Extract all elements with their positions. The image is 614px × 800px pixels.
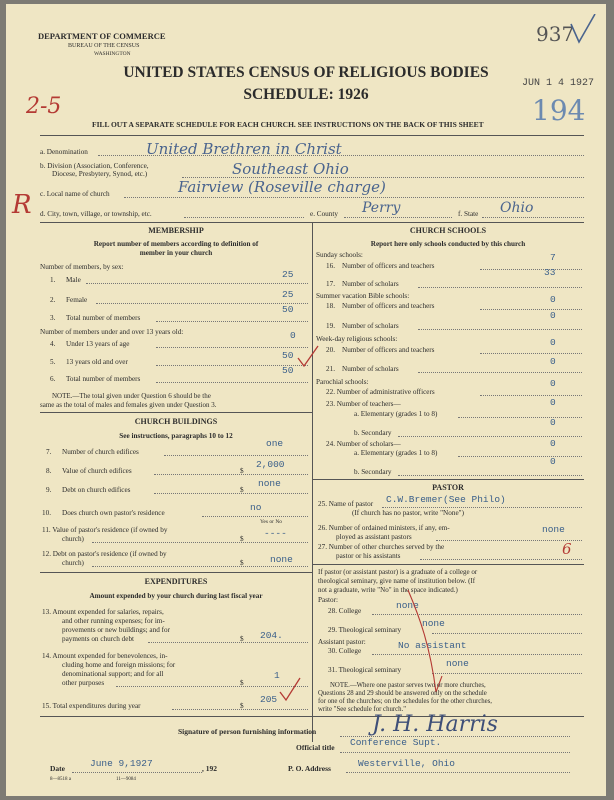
dotted-line (372, 654, 582, 655)
r28-value: none (396, 600, 419, 611)
city-town-label: d. City, town, village, or township, etc. (40, 210, 152, 218)
red-pen-stroke-icon (406, 588, 446, 694)
official-title-label: Official title (296, 743, 335, 752)
r14-line: denominational support; and for all (62, 670, 164, 678)
dotted-line (164, 455, 308, 456)
r26-label-2: ployed as assistant pastors (336, 533, 412, 541)
census-form: DEPARTMENT OF COMMERCE BUREAU OF THE CENSUS WASHINGTON UNITED STATES CENSUS OF RELIGIOUS BODIES SCHEDULE: 1926 937 JUN 1 4 1927 194 2-5 R FILL OUT A SEPARATE SCHEDULE FOR EACH CHURCH. SEE INSTRUCTIONS ON THE BACK OF THIS SHEET a. Denomination United Brethren in Christ b. Division (Association, Conference, Diocese, Presbytery, Synod, etc.) Southeast Ohio c. Local name of church Fairview (Roseville charge) d. City, town, village, or township, etc. e. County Perry f. State Ohio MEMBERSHIP Report number of members according to definition of member in your church Number of members, by sex: 1. Male 25 2. Female 25 3. Total number of members 50 Number of members under and over 13 years old: 4. Under 13 years of age 0 5. 13 years old and over 50 6. Total number of members 50 NOTE.—The total given under Question 6 should be the same as the total of males and females given under Question 3. CHURCH BUILDINGS See instructions, paragraphs 10 to 12 7. Number of church edifices one 8. Value of church edifices $ 2,000 9. Debt on church edifices $ none 10. Does church own pastor's residence no Yes or No 11. Value of pastor's residence (if owned by church) $ ---- 12. Debt on pastor's residence (if owned by church) $ none EXPENDITURES Amount expended by your church during last fiscal year 13. Amount expended for salaries, repairs, and other running expenses; for im- provements or new buildings; and for payments on church debt $ 204. 14. Amount expended for benevolences, in- cluding home and foreign missions; for denominational support; and for all other purposes $ 1 15. Total expenditures during year $ 205 CHURCH SCHOOLS Report here only schools conducted by this church Sunday schools: 16. Number of officers and teachers 7 17. Number of scholars 33 Summer vacation Bible schools: 18. Number of officers and teachers 0 19. Number of scholars 0 Week-day religious schools: 20. Number of officers and teachers 0 21. Number of scholars 0 Parochial schools: 22. Number of administrative officers 0 23. Number of teachers— a. Elementary (grades 1 to 8) 0 b. Secondary 0 24. Number of scholars— a. Elementary (grades 1 to 8) 0 b. Secondary 0 PASTOR 25. Name of pastor C.W.Bremer(See Philo) (If church has no pastor, write "None") 26. Number of ordained ministers, if any, em- ployed as assistant pastors none 27. Number of other churches served by the pastor or his assistants 6 If pastor (or assistant pastor) is a graduate of a college or theological seminary, give name of institution below. (If not a graduate, write "No" in the space indicated.) Pastor: 28. College none 29. Theological seminary none Assistant pastor: 30. College No assistant 31. Theological seminary none NOTE.—Where one pastor serves two or more churches, Questions 28 and 29 should be answered only on the schedule for one of the churches; on the schedules for the other churches, write "See schedule for church." Signature of person furnishing information J. H. Harris Official title Conference Supt. Date June 9,1927 , 192 P. O. Address Westerville, Ohio 8—8518 a 11—9084 (6, 4, 606, 796)
pastor-sub-label: Pastor: (318, 596, 338, 604)
r14-value: 1 (274, 670, 280, 681)
graduate-line: not a graduate, write "No" in the space indicated.) (318, 586, 458, 594)
building-row-label: Value of church edifices (62, 467, 132, 475)
po-address-label: P. O. Address (288, 764, 331, 773)
edifice-value: 2,000 (256, 459, 285, 470)
r13-line: payments on church debt (62, 635, 135, 643)
r15-value: 205 (260, 694, 278, 705)
school-row-num: 17. (326, 280, 335, 288)
dotted-line (148, 642, 308, 643)
denomination-label: a. Denomination (40, 148, 88, 156)
dotted-line (172, 709, 308, 710)
r23b-label: b. Secondary (354, 429, 392, 437)
signature-label: Signature of person furnishing information (178, 727, 317, 736)
bureau-label: BUREAU OF THE CENSUS (68, 43, 140, 49)
expenditures-intro: Amount expended by your church during last fiscal year (89, 592, 263, 600)
column-divider (312, 222, 313, 742)
member-row-num: 2. (50, 296, 56, 304)
member-row-num: 4. (50, 340, 56, 348)
pastor-note: Questions 28 and 29 should be answered only on the schedule (318, 690, 487, 697)
form-number: 937 (536, 22, 575, 46)
r11-label-1: 11. Value of pastor's residence (if owned by (42, 526, 168, 534)
parochial-label: Parochial schools: (316, 378, 369, 386)
dotted-line (480, 395, 582, 396)
r31-value: none (446, 658, 469, 669)
year-suffix: , 192 (202, 764, 217, 773)
r27-label-1: 27. Number of other churches served by the (318, 543, 445, 551)
form-title: UNITED STATES CENSUS OF RELIGIOUS BODIES (123, 64, 489, 81)
schools-heading: CHURCH SCHOOLS (409, 226, 487, 235)
dotted-line (124, 197, 584, 198)
school-row-num: 19. (326, 322, 335, 330)
dotted-line (92, 542, 308, 543)
membership-intro-2: member in your church (139, 249, 213, 257)
r26-label-1: 26. Number of ordained ministers, if any, em- (318, 524, 450, 532)
local-name-label: c. Local name of church (40, 190, 110, 198)
r13-line: 13. Amount expended for salaries, repairs, (42, 608, 164, 616)
instruction-line: FILL OUT A SEPARATE SCHEDULE FOR EACH CHURCH. SEE INSTRUCTIONS ON THE BACK OF THIS SHEET (92, 120, 484, 129)
dotted-line (432, 673, 582, 674)
r26-value: none (542, 524, 565, 535)
buildings-intro: See instructions, paragraphs 10 to 12 (119, 432, 233, 440)
r24-label: 24. Number of scholars— (326, 440, 401, 448)
member-row-num: 6. (50, 375, 56, 383)
dotted-line (482, 217, 584, 218)
pastor-note: for one of the churches; on the schedules for the other churches, (318, 698, 493, 705)
school-row-num: 18. (326, 302, 335, 310)
dotted-line (418, 287, 582, 288)
school-row-value: 7 (550, 252, 556, 263)
member-row-value: 50 (282, 350, 294, 361)
pastor-note: write "See schedule for church." (318, 706, 407, 713)
r14-line: cluding home and foreign missions; for (62, 661, 176, 669)
school-row-label: Number of officers and teachers (342, 302, 435, 310)
r23b-value: 0 (550, 417, 556, 428)
owns-residence-value: no (250, 502, 262, 513)
r22-label: 22. Number of administrative officers (326, 388, 435, 396)
school-row-label: Number of scholars (342, 365, 399, 373)
code-number: 194 (532, 94, 586, 127)
r14-line: other purposes (62, 679, 105, 687)
po-address-value: Westerville, Ohio (358, 758, 455, 769)
dotted-line (184, 217, 304, 218)
r22-value: 0 (550, 378, 556, 389)
r15-label: 15. Total expenditures during year (42, 702, 141, 710)
summer-label: Summer vacation Bible schools: (316, 292, 410, 300)
dotted-line (418, 329, 582, 330)
school-row-label: Number of scholars (342, 280, 399, 288)
r30-value: No assistant (398, 640, 467, 651)
dotted-line (458, 456, 582, 457)
r30-label: 30. College (328, 647, 362, 655)
age-label: Number of members under and over 13 years old: (40, 328, 184, 336)
dotted-line (398, 436, 582, 437)
red-check-icon (278, 676, 302, 702)
school-row-num: 21. (326, 365, 335, 373)
dotted-line (96, 303, 308, 304)
r13-line: provements or new buildings; and for (62, 626, 170, 634)
county-value: Perry (362, 200, 401, 216)
member-row-num: 5. (50, 358, 56, 366)
received-stamp: JUN 1 4 1927 (522, 78, 595, 89)
member-row-label: 13 years old and over (66, 358, 128, 366)
building-row-num: 9. (46, 486, 52, 494)
state-label: f. State (458, 210, 479, 218)
dotted-line (344, 217, 452, 218)
r24a-label: a. Elementary (grades 1 to 8) (354, 449, 438, 457)
dotted-line (432, 633, 582, 634)
department-label: DEPARTMENT OF COMMERCE (38, 31, 166, 41)
school-row-value: 0 (550, 337, 556, 348)
print-code: 11—9084 (116, 777, 136, 782)
division-label-2: Diocese, Presbytery, Synod, etc.) (52, 170, 148, 178)
member-row-label: Male (66, 276, 81, 284)
building-row-num: 8. (46, 467, 52, 475)
divider (312, 479, 584, 480)
membership-note-1: NOTE.—The total given under Question 6 should be the (52, 392, 211, 400)
r27-value: 6 (562, 540, 572, 558)
dotted-line (398, 475, 582, 476)
dotted-line (418, 372, 582, 373)
buildings-heading: CHURCH BUILDINGS (134, 417, 218, 426)
expenditures-heading: EXPENDITURES (144, 577, 208, 586)
dotted-line (420, 559, 582, 560)
graduate-line: theological seminary, give name of institution below. (If (318, 577, 476, 585)
member-row-label: Under 13 years of age (66, 340, 130, 348)
r31-label: 31. Theological seminary (328, 666, 402, 674)
official-title-value: Conference Supt. (350, 737, 442, 748)
r23a-value: 0 (550, 397, 556, 408)
membership-intro-1: Report number of members according to definition of (93, 240, 259, 248)
check-mark-icon (569, 14, 597, 44)
pastor-note: NOTE.—Where one pastor serves two or more churches, (330, 682, 486, 689)
r24b-value: 0 (550, 456, 556, 467)
dotted-line (154, 474, 308, 475)
dotted-line (382, 507, 582, 508)
dotted-line (372, 614, 582, 615)
school-row-value: 0 (550, 356, 556, 367)
school-row-num: 16. (326, 262, 335, 270)
by-sex-label: Number of members, by sex: (40, 263, 124, 271)
dotted-line (480, 353, 582, 354)
membership-heading: MEMBERSHIP (148, 226, 204, 235)
school-row-value: 0 (550, 310, 556, 321)
divider (40, 716, 584, 717)
school-row-value: 0 (550, 294, 556, 305)
member-row-value: 50 (282, 365, 294, 376)
pastor-name-value: C.W.Bremer(See Philo) (386, 494, 506, 505)
r23a-label: a. Elementary (grades 1 to 8) (354, 410, 438, 418)
pastor-heading: PASTOR (432, 483, 464, 492)
member-row-value: 25 (282, 289, 294, 300)
r12-value: none (270, 554, 293, 565)
r11-value: ---- (264, 528, 287, 539)
school-row-label: Number of scholars (342, 322, 399, 330)
member-row-num: 3. (50, 314, 56, 322)
state-value: Ohio (500, 200, 534, 216)
sunday-label: Sunday schools: (316, 251, 363, 259)
assistant-sub-label: Assistant pastor: (318, 638, 366, 646)
form-code: 8—8518 a (50, 777, 71, 782)
dotted-line (480, 309, 582, 310)
dotted-line (346, 772, 570, 773)
r25-label-1: 25. Name of pastor (318, 500, 374, 508)
red-initial: R (12, 190, 32, 220)
member-row-num: 1. (50, 276, 56, 284)
r25-label-2: (If church has no pastor, write "None") (352, 509, 464, 517)
member-row-label: Total number of members (66, 314, 141, 322)
building-row-num: 10. (42, 509, 51, 517)
denomination-value: United Brethren in Christ (146, 140, 342, 158)
membership-note-2: same as the total of males and females given under Question 3. (40, 401, 217, 409)
school-row-num: 20. (326, 346, 335, 354)
dotted-line (156, 321, 308, 322)
divider (40, 572, 312, 573)
division-value: Southeast Ohio (232, 160, 349, 178)
building-row-num: 7. (46, 448, 52, 456)
school-row-label: Number of officers and teachers (342, 262, 435, 270)
dotted-line (480, 269, 582, 270)
red-code: 2-5 (26, 94, 62, 119)
dotted-line (340, 752, 570, 753)
dotted-line (458, 417, 582, 418)
weekday-label: Week-day religious schools: (316, 335, 398, 343)
schedule-title: SCHEDULE: 1926 (243, 86, 369, 103)
date-label: Date (50, 764, 65, 773)
building-row-label: Debt on church edifices (62, 486, 131, 494)
schools-intro: Report here only schools conducted by this church (370, 240, 526, 248)
dotted-line (156, 382, 308, 383)
dotted-line (72, 772, 202, 773)
divider (312, 564, 584, 565)
divider (40, 135, 584, 136)
r29-value: none (422, 618, 445, 629)
county-label: e. County (310, 210, 338, 218)
school-row-label: Number of officers and teachers (342, 346, 435, 354)
r29-label: 29. Theological seminary (328, 626, 402, 634)
r28-label: 28. College (328, 607, 362, 615)
church-edifices-value: one (266, 438, 284, 449)
signature-value: J. H. Harris (372, 712, 498, 737)
graduate-line: If pastor (or assistant pastor) is a graduate of a college or (318, 568, 478, 576)
r24b-label: b. Secondary (354, 468, 392, 476)
member-row-label: Total number of members (66, 375, 141, 383)
dotted-line (154, 493, 308, 494)
member-row-label: Female (66, 296, 88, 304)
building-row-label: Does church own pastor's residence (62, 509, 165, 517)
local-name-value: Fairview (Roseville charge) (178, 178, 386, 196)
dotted-line (156, 347, 308, 348)
dotted-line (202, 516, 308, 517)
yes-no-hint: Yes or No (260, 519, 283, 525)
red-check-icon (296, 344, 320, 368)
r11-label-2: church) (62, 535, 84, 543)
school-row-value: 33 (544, 267, 556, 278)
city-label: WASHINGTON (94, 51, 131, 57)
r12-label-2: church) (62, 559, 84, 567)
divider (40, 412, 312, 413)
division-label-1: b. Division (Association, Conference, (40, 162, 149, 170)
r13-line: and other running expenses; for im- (62, 617, 165, 625)
r12-label-1: 12. Debt on pastor's residence (if owned by (42, 550, 167, 558)
dotted-line (86, 283, 308, 284)
r27-label-2: pastor or his assistants (336, 552, 401, 560)
dotted-line (436, 540, 582, 541)
edifice-debt-value: none (258, 478, 281, 489)
r24a-value: 0 (550, 438, 556, 449)
building-row-label: Number of church edifices (62, 448, 139, 456)
member-row-value: 25 (282, 269, 294, 280)
r23-label: 23. Number of teachers— (326, 400, 401, 408)
dotted-line (92, 566, 308, 567)
r14-line: 14. Amount expended for benevolences, in- (42, 652, 168, 660)
member-row-value: 50 (282, 304, 294, 315)
member-row-value: 0 (290, 330, 296, 341)
r13-value: 204. (260, 630, 283, 641)
date-value: June 9,1927 (90, 758, 153, 769)
